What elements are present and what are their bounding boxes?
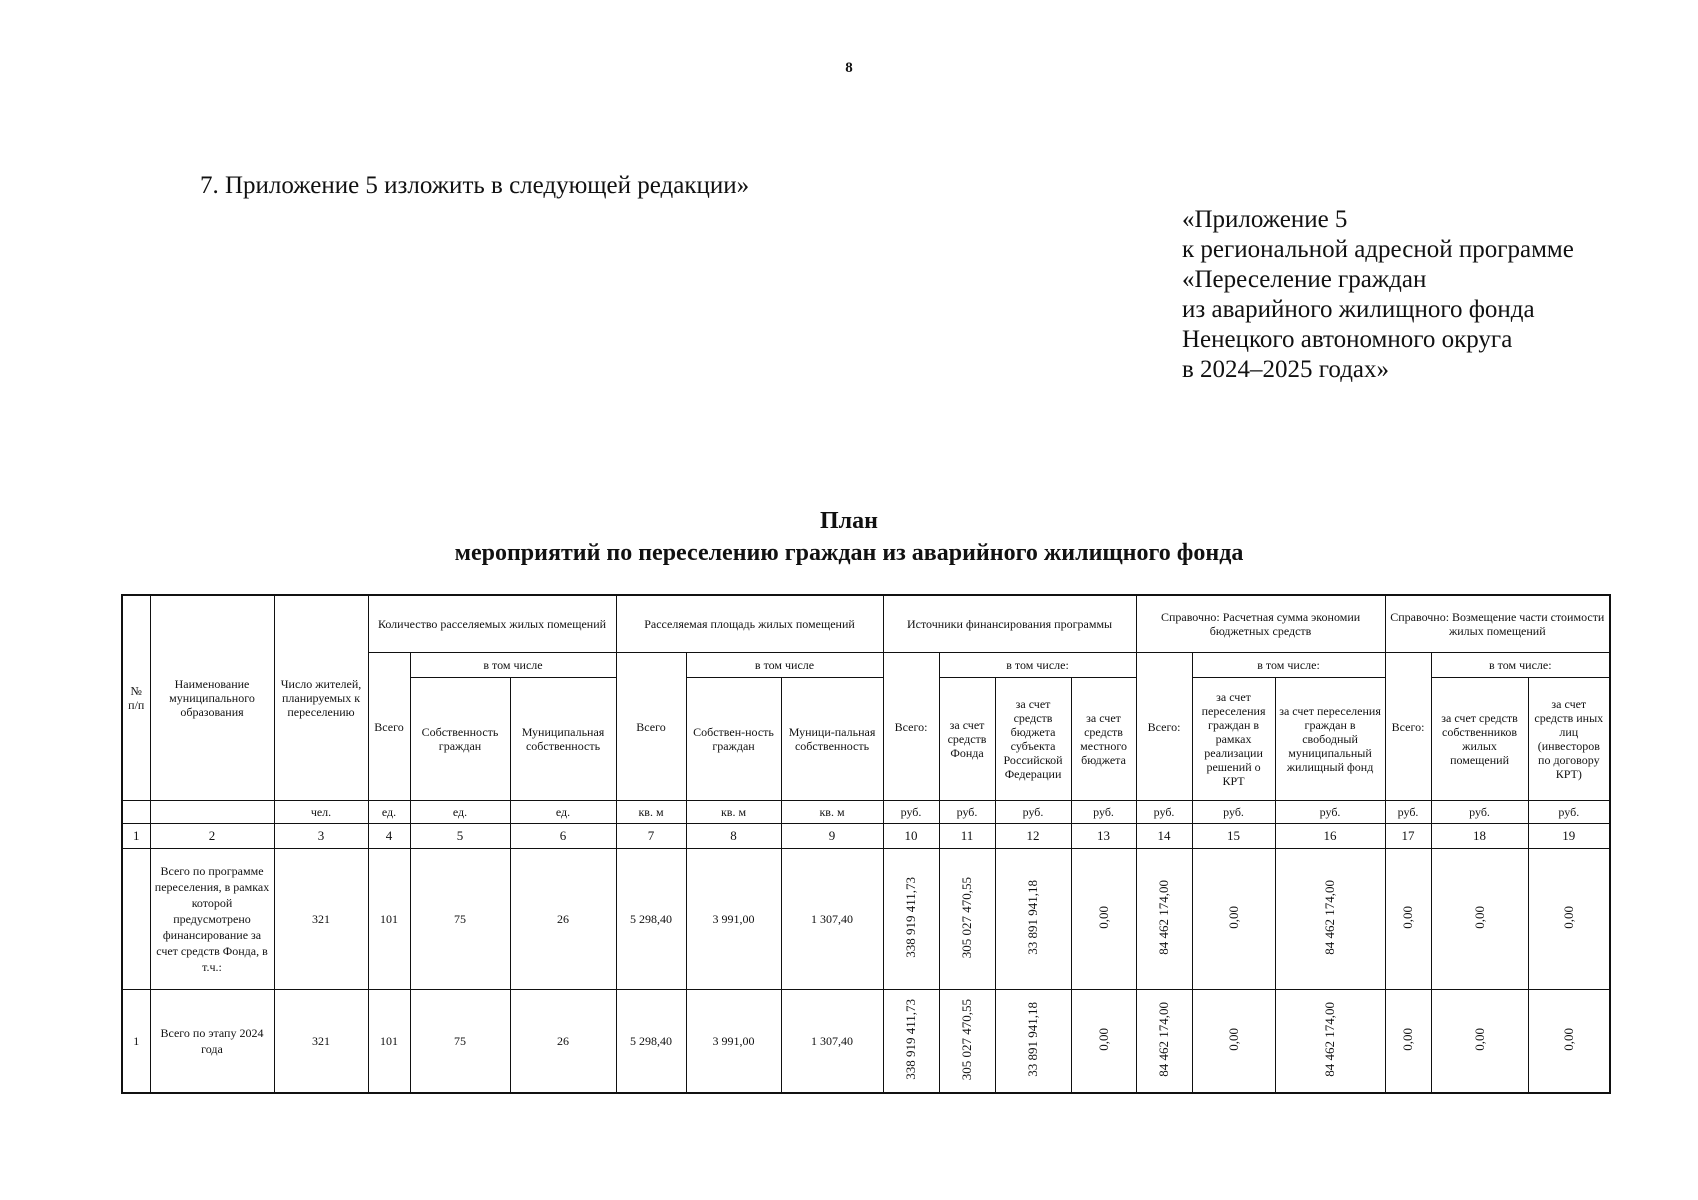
cell-area-mun: 1 307,40 [781,990,883,1094]
unit-cell: руб. [883,801,939,824]
col-header-sav-krt: за счет переселения граждан в рамках реализации решений о КРТ [1192,678,1275,801]
appendix-header [1182,205,1574,385]
cell-rooms-total: 101 [368,849,410,990]
unit-cell: чел. [274,801,368,824]
cell-no [122,849,150,990]
col-header-fin-subject: за счет средств бюджета субъекта Российской Федерации [995,678,1071,801]
column-number: 5 [410,824,510,849]
subheader-incl: в том числе [410,653,616,678]
plan-table [121,594,1611,1094]
col-header-area-own: Собствен-ность граждан [686,678,781,801]
cell-value: 0,00 [1225,1028,1241,1051]
unit-cell: ед. [410,801,510,824]
column-number: 18 [1431,824,1528,849]
unit-cell: руб. [1385,801,1431,824]
unit-cell: руб. [1192,801,1275,824]
plan-title [0,505,1698,569]
column-number: 7 [616,824,686,849]
column-number: 16 [1275,824,1385,849]
cell-residents: 321 [274,849,368,990]
cell-rooms-own: 75 [410,849,510,990]
col-header-fin-fund: за счет средств Фонда [939,678,995,801]
cell-sav-krt [1192,990,1275,1094]
appendix-line: «Приложение 5 [1182,206,1348,233]
plan-title-line: План [820,508,878,534]
cell-sav-total [1136,990,1192,1094]
column-number: 3 [274,824,368,849]
column-number: 4 [368,824,410,849]
cell-sav-total [1136,849,1192,990]
cell-area-total: 5 298,40 [616,849,686,990]
cell-value: 0,00 [1471,1028,1487,1051]
cell-value: 0,00 [1560,1028,1576,1051]
unit-cell: кв. м [616,801,686,824]
cell-value: 338 919 411,73 [903,877,919,958]
cell-fin-fund [939,990,995,1094]
cell-sav-free [1275,849,1385,990]
unit-cell: руб. [1275,801,1385,824]
group-header-finance: Источники финансирования программы [883,595,1136,653]
unit-cell: кв. м [781,801,883,824]
column-number: 6 [510,824,616,849]
cell-reimb-others [1528,849,1610,990]
cell-area-own: 3 991,00 [686,990,781,1094]
cell-value: 84 462 174,00 [1322,1002,1338,1077]
cell-rooms-mun: 26 [510,849,616,990]
appendix-line: к региональной адресной программе [1182,236,1574,263]
unit-cell: ед. [510,801,616,824]
cell-fin-subject [995,849,1071,990]
group-header-area: Расселяемая площадь жилых помещений [616,595,883,653]
column-number: 11 [939,824,995,849]
appendix-line: в 2024–2025 годах» [1182,356,1390,383]
subheader-incl: в том числе: [939,653,1136,678]
unit-cell: руб. [995,801,1071,824]
col-header-reimb-total: Всего: [1385,653,1431,801]
unit-cell: руб. [1071,801,1136,824]
col-header-fin-local: за счет средств местного бюджета [1071,678,1136,801]
col-header-area-total: Всего [616,653,686,801]
col-header-no: № п/п [122,595,150,801]
subheader-incl: в том числе: [1431,653,1610,678]
cell-rooms-own: 75 [410,990,510,1094]
cell-value: 0,00 [1225,906,1241,929]
column-number: 2 [150,824,274,849]
col-header-reimb-others: за счет средств иных лиц (инвесторов по договору КРТ) [1528,678,1610,801]
col-header-rooms-own: Собственность граждан [410,678,510,801]
cell-value: 0,00 [1400,906,1416,929]
cell-reimb-total [1385,990,1431,1094]
table-row [122,990,1610,1094]
cell-sav-krt [1192,849,1275,990]
cell-area-mun: 1 307,40 [781,849,883,990]
cell-name: Всего по программе переселения, в рамках которой предусмотрено финансирование за счет средств Фонда, в т.ч.: [150,849,274,990]
column-numbers-row [122,824,1610,849]
intro-line: 7. Приложение 5 изложить в следующей редакции» [200,172,750,199]
cell-reimb-others [1528,990,1610,1094]
cell-fin-local [1071,849,1136,990]
col-header-savings-total: Всего: [1136,653,1192,801]
unit-cell: руб. [1136,801,1192,824]
col-header-sav-free: за счет переселения граждан в свободный муниципальный жилищный фонд [1275,678,1385,801]
cell-value: 84 462 174,00 [1322,880,1338,955]
cell-area-total: 5 298,40 [616,990,686,1094]
col-header-reimb-owners: за счет средств собственников жилых помещений [1431,678,1528,801]
column-number: 8 [686,824,781,849]
cell-value: 0,00 [1471,906,1487,929]
unit-cell: кв. м [686,801,781,824]
unit-cell: руб. [1431,801,1528,824]
column-number: 14 [1136,824,1192,849]
unit-cell: руб. [1528,801,1610,824]
subheader-incl: в том числе: [1192,653,1385,678]
col-header-rooms-mun: Муниципальная собственность [510,678,616,801]
column-number: 19 [1528,824,1610,849]
cell-value: 305 027 470,55 [959,998,975,1081]
cell-area-own: 3 991,00 [686,849,781,990]
cell-value: 0,00 [1095,1028,1111,1051]
cell-reimb-total [1385,849,1431,990]
appendix-line: Ненецкого автономного округа [1182,326,1513,353]
table-row [122,849,1610,990]
unit-cell: руб. [939,801,995,824]
col-header-residents: Число жителей, планируемых к переселению [274,595,368,801]
column-number: 9 [781,824,883,849]
col-header-name: Наименование муниципального образования [150,595,274,801]
column-number: 12 [995,824,1071,849]
page-number: 8 [845,60,853,76]
col-header-finance-total: Всего: [883,653,939,801]
cell-value: 0,00 [1400,1028,1416,1051]
cell-fin-fund [939,849,995,990]
cell-rooms-mun: 26 [510,990,616,1094]
cell-fin-local [1071,990,1136,1094]
column-number: 10 [883,824,939,849]
column-number: 17 [1385,824,1431,849]
cell-value: 305 027 470,55 [959,876,975,959]
col-header-area-mun: Муници-пальная собственность [781,678,883,801]
cell-value: 33 891 941,18 [1025,1002,1041,1077]
cell-value: 0,00 [1560,906,1576,929]
cell-name: Всего по этапу 2024 года [150,990,274,1094]
col-header-rooms-total: Всего [368,653,410,801]
cell-sav-free [1275,990,1385,1094]
cell-fin-subject [995,990,1071,1094]
plan-title-line: мероприятий по переселению граждан из аварийного жилищного фонда [454,540,1244,566]
cell-value: 84 462 174,00 [1156,880,1172,955]
cell-no: 1 [122,990,150,1094]
cell-reimb-owners [1431,849,1528,990]
units-row [122,801,1610,824]
column-number: 13 [1071,824,1136,849]
cell-residents: 321 [274,990,368,1094]
cell-value: 0,00 [1095,906,1111,929]
cell-value: 84 462 174,00 [1156,1002,1172,1077]
cell-value: 338 919 411,73 [903,999,919,1080]
appendix-line: «Переселение граждан [1182,266,1427,293]
group-header-savings: Справочно: Расчетная сумма экономии бюджетных средств [1136,595,1385,653]
unit-cell: ед. [368,801,410,824]
subheader-incl: в том числе [686,653,883,678]
cell-value: 33 891 941,18 [1025,880,1041,955]
group-header-rooms: Количество расселяемых жилых помещений [368,595,616,653]
cell-fin-total [883,990,939,1094]
cell-reimb-owners [1431,990,1528,1094]
column-number: 1 [122,824,150,849]
appendix-line: из аварийного жилищного фонда [1182,296,1535,323]
column-number: 15 [1192,824,1275,849]
group-header-reimbursement: Справочно: Возмещение части стоимости жилых помещений [1385,595,1610,653]
cell-fin-total [883,849,939,990]
cell-rooms-total: 101 [368,990,410,1094]
